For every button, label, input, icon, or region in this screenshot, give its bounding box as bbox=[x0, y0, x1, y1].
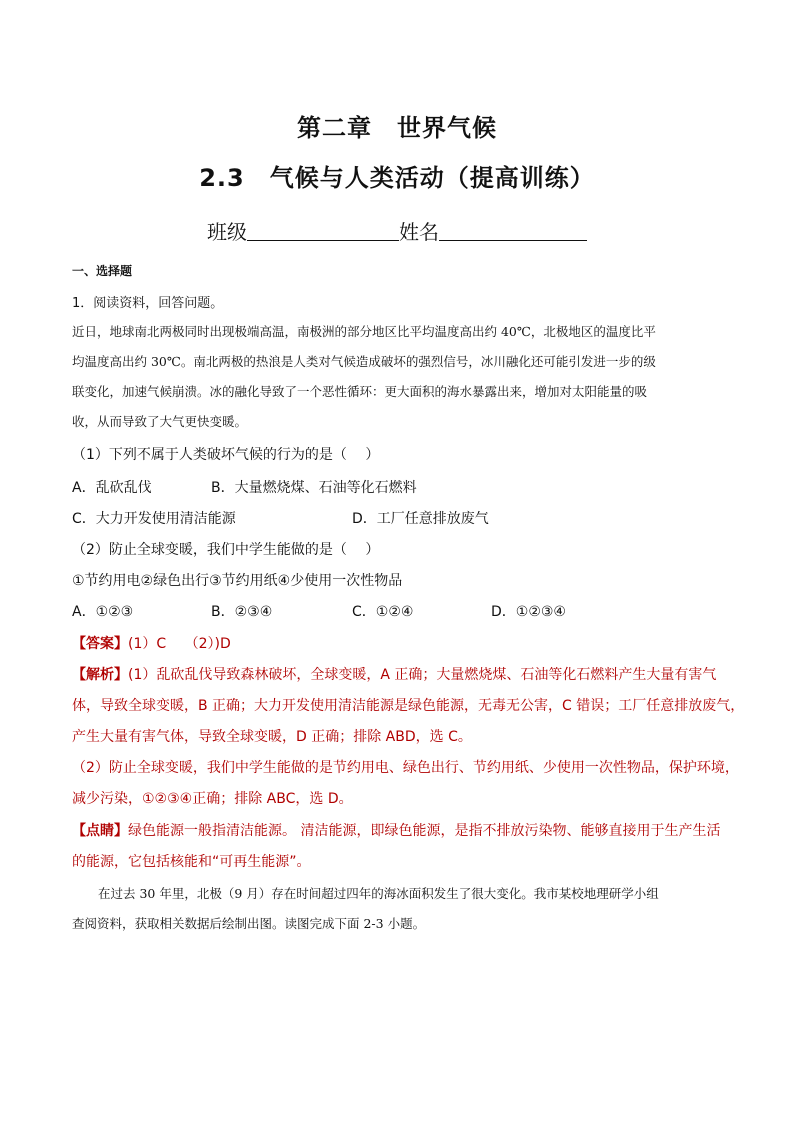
chapter-title: 第二章 世界气候 bbox=[297, 114, 497, 142]
passage-line: 收，从而导致了大气更快变暖。 bbox=[72, 414, 248, 429]
tips-line: 的能源，它包括核能和“可再生能源”。 bbox=[72, 854, 311, 870]
class-blank bbox=[247, 220, 399, 241]
answer-text: (1）C （2）)D bbox=[128, 636, 231, 652]
analysis-line: 减少污染，①②③④正确；排除 ABC，选 D。 bbox=[72, 791, 353, 807]
sub2-stem: （2）防止全球变暖，我们中学生能做的是（ ） bbox=[72, 542, 380, 558]
question2-intro-line: 查阅资料，获取相关数据后绘制出图。读图完成下面 2-3 小题。 bbox=[72, 916, 426, 931]
question2-intro-line: 在过去 30 年里，北极（9 月）存在时间超过四年的海冰面积发生了很大变化。我市某校地理研学小组 bbox=[98, 886, 659, 901]
sub1-option-a: A．乱砍乱伐 bbox=[72, 480, 152, 496]
sub2-option-b: B．②③④ bbox=[211, 604, 273, 620]
sub2-option-c: C．①②④ bbox=[352, 604, 414, 620]
sub2-option-a: A．①②③ bbox=[72, 604, 134, 620]
tips-tag: 【点睛】 bbox=[72, 823, 128, 839]
analysis-line: 产生大量有害气体，导致全球变暖，D 正确；排除 ABD，选 C。 bbox=[72, 729, 472, 745]
name-blank bbox=[439, 220, 587, 241]
analysis-tag: 【解析】 bbox=[72, 667, 128, 683]
class-label: 班级 bbox=[207, 220, 247, 244]
tips-text: 绿色能源一般指清洁能源。 清洁能源，即绿色能源，是指不排放污染物、能够直接用于生产生活 bbox=[128, 823, 721, 839]
tips-line bbox=[72, 820, 720, 840]
sub2-option-d: D．①②③④ bbox=[491, 604, 566, 620]
answer-line bbox=[72, 633, 231, 653]
sub1-option-b: B．大量燃烧煤、石油等化石燃料 bbox=[211, 480, 417, 496]
question1-prompt: 1．阅读资料，回答问题。 bbox=[72, 296, 224, 311]
passage-line: 均温度高出约 30℃。南北两极的热浪是人类对气候造成破坏的强烈信号，冰川融化还可能引发进一步的级 bbox=[72, 354, 656, 369]
lesson-title: 2.3 气候与人类活动（提高训练） bbox=[199, 164, 595, 192]
sub2-items: ①节约用电②绿色出行③节约用纸④少使用一次性物品 bbox=[72, 573, 403, 589]
sub1-option-c: C．大力开发使用清洁能源 bbox=[72, 511, 236, 527]
passage-line: 联变化，加速气候崩溃。冰的融化导致了一个恶性循环：更大面积的海水暴露出来，增加对太阳能量的吸 bbox=[72, 384, 648, 399]
analysis-line: 体，导致全球变暖，B 正确；大力开发使用清洁能源是绿色能源，无毒无公害，C 错误；工厂任意排放废气， bbox=[72, 698, 745, 714]
class-name-line bbox=[0, 216, 794, 245]
sub1-stem: （1）下列不属于人类破坏气候的行为的是（ ） bbox=[72, 447, 380, 463]
analysis-text: (1）乱砍乱伐导致森林破坏，全球变暖，A 正确；大量燃烧煤、石油等化石燃料产生大量有害气 bbox=[128, 667, 717, 683]
passage-line: 近日，地球南北两极同时出现极端高温，南极洲的部分地区比平均温度高出约 40℃，北极地区的温度比平 bbox=[72, 324, 656, 339]
answer-tag: 【答案】 bbox=[72, 636, 128, 652]
section-heading: 一、选择题 bbox=[72, 264, 133, 278]
name-label: 姓名 bbox=[399, 220, 439, 244]
analysis-line bbox=[72, 664, 716, 684]
analysis-line: （2）防止全球变暖，我们中学生能做的是节约用电、绿色出行、节约用纸、少使用一次性物品，保护环境， bbox=[72, 760, 739, 776]
sub1-option-d: D．工厂任意排放废气 bbox=[352, 511, 489, 527]
